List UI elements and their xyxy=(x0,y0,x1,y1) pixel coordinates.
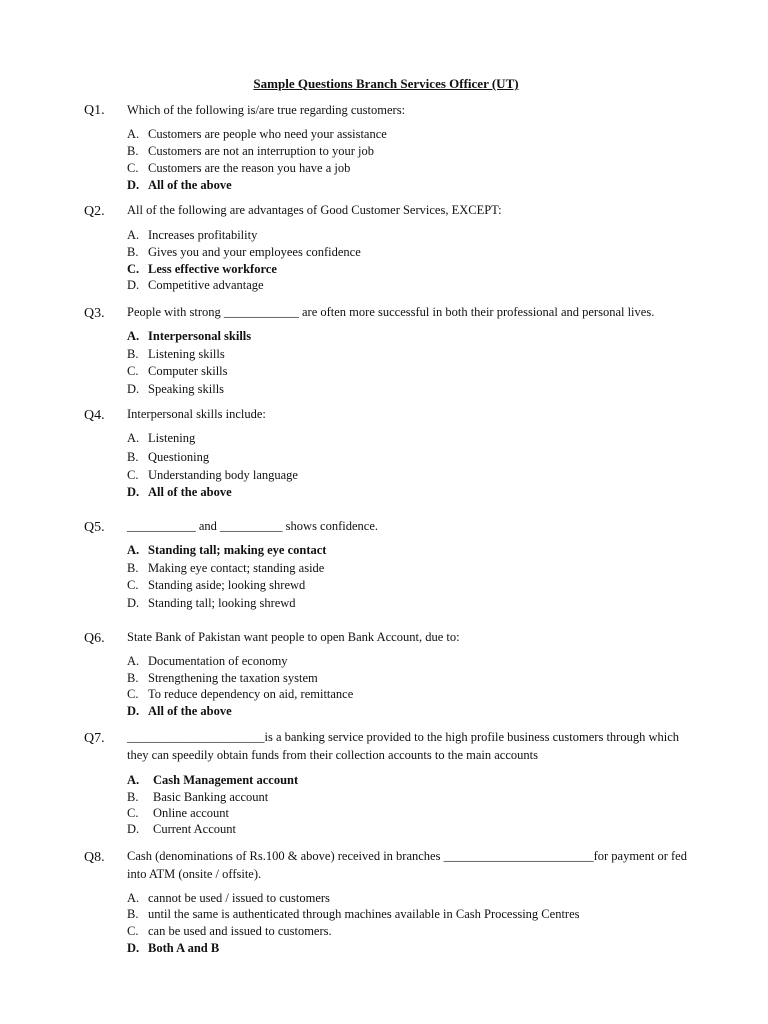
option-text: Competitive advantage xyxy=(148,278,264,292)
option-b xyxy=(127,906,580,923)
option-text: Customers are the reason you have a job xyxy=(148,161,351,175)
option-text: All of the above xyxy=(148,704,232,718)
option-a xyxy=(127,126,387,143)
option-text: Increases profitability xyxy=(148,228,258,242)
option-text: can be used and issued to customers. xyxy=(148,924,332,938)
option-a xyxy=(127,890,330,907)
option-letter: C. xyxy=(127,262,140,276)
option-letter: B. xyxy=(127,790,139,804)
option-letter: C. xyxy=(127,161,139,175)
option-letter: B. xyxy=(127,245,139,259)
option-text: Interpersonal skills xyxy=(148,329,252,343)
option-a xyxy=(127,227,257,244)
option-b xyxy=(127,560,324,577)
question-number: Q3. xyxy=(84,306,105,321)
question-text: All of the following are advantages of Good Customer Services, EXCEPT: xyxy=(127,203,502,217)
option-letter: B. xyxy=(127,450,139,464)
option-text: Documentation of economy xyxy=(148,654,288,668)
option-a xyxy=(127,430,195,447)
question-number: Q6. xyxy=(84,631,105,646)
option-letter: D. xyxy=(127,596,140,610)
question-text: Cash (denominations of Rs.100 & above) received in branches ________________________for payment or fed into ATM (onsite / offsite). xyxy=(127,849,687,881)
option-letter: D. xyxy=(127,485,140,499)
option-letter: A. xyxy=(127,431,140,445)
option-d xyxy=(127,484,232,501)
option-text: Customers are people who need your assistance xyxy=(148,127,387,141)
option-text: Standing tall; making eye contact xyxy=(148,543,327,557)
option-d xyxy=(127,277,264,294)
option-b xyxy=(127,244,361,261)
option-letter: B. xyxy=(127,907,139,921)
option-letter: B. xyxy=(127,561,139,575)
option-text: Standing aside; looking shrewd xyxy=(148,578,306,592)
option-letter: D. xyxy=(127,704,140,718)
question-text: State Bank of Pakistan want people to open Bank Account, due to: xyxy=(127,630,460,644)
option-c xyxy=(127,160,350,177)
option-d xyxy=(127,821,236,838)
question-text: Which of the following is/are true regarding customers: xyxy=(127,103,406,117)
option-letter: D. xyxy=(127,941,140,955)
option-letter: A. xyxy=(127,329,140,343)
question-number: Q8. xyxy=(84,850,105,865)
option-letter: C. xyxy=(127,364,139,378)
option-c xyxy=(127,923,332,940)
option-letter: C. xyxy=(127,687,139,701)
option-text: Both A and B xyxy=(148,941,220,955)
option-c xyxy=(127,467,298,484)
option-text: Listening skills xyxy=(148,347,225,361)
option-d xyxy=(127,595,296,612)
option-a xyxy=(127,328,251,345)
option-text: Standing tall; looking shrewd xyxy=(148,596,296,610)
option-letter: B. xyxy=(127,347,139,361)
question-number: Q5. xyxy=(84,520,105,535)
option-letter: D. xyxy=(127,382,140,396)
question-text: Interpersonal skills include: xyxy=(127,407,266,421)
question-number: Q4. xyxy=(84,408,105,423)
option-c xyxy=(127,686,353,703)
option-letter: A. xyxy=(127,543,140,557)
option-b xyxy=(127,789,268,806)
option-letter: D. xyxy=(127,822,140,836)
option-text: Less effective workforce xyxy=(148,262,277,276)
question-number: Q1. xyxy=(84,103,105,118)
question-text: ______________________is a banking service provided to the high profile business customers through which they can speedily obtain funds from their collection accounts to the main accounts xyxy=(127,730,680,762)
option-letter: D. xyxy=(127,178,140,192)
option-text: Customers are not an interruption to your job xyxy=(148,144,375,158)
option-b xyxy=(127,143,374,160)
option-d xyxy=(127,177,232,194)
option-text: Online account xyxy=(153,806,230,820)
page-title: Sample Questions Branch Services Officer (UT) xyxy=(253,76,519,91)
option-a xyxy=(127,542,326,559)
option-text: Cash Management account xyxy=(153,773,299,787)
option-text: All of the above xyxy=(148,178,232,192)
question-number: Q2. xyxy=(84,204,105,219)
option-text: until the same is authenticated through machines available in Cash Processing Centres xyxy=(148,907,580,921)
option-text: Computer skills xyxy=(148,364,228,378)
option-text: All of the above xyxy=(148,485,232,499)
question-text: ___________ and __________ shows confidence. xyxy=(127,519,379,533)
option-letter: C. xyxy=(127,924,139,938)
option-text: Understanding body language xyxy=(148,468,298,482)
option-text: Making eye contact; standing aside xyxy=(148,561,325,575)
option-text: Current Account xyxy=(153,822,236,836)
option-text: Questioning xyxy=(148,450,210,464)
option-letter: A. xyxy=(127,127,140,141)
option-a xyxy=(127,653,288,670)
option-b xyxy=(127,346,225,363)
question-number: Q7. xyxy=(84,731,105,746)
option-d xyxy=(127,703,232,720)
option-letter: D. xyxy=(127,278,140,292)
option-c xyxy=(127,577,305,594)
option-letter: B. xyxy=(127,671,139,685)
option-text: Listening xyxy=(148,431,196,445)
option-d xyxy=(127,940,219,957)
option-letter: A. xyxy=(127,654,140,668)
question-text: People with strong ____________ are often more successful in both their professional and personal lives. xyxy=(127,305,655,319)
option-c xyxy=(127,261,277,278)
option-letter: C. xyxy=(127,806,139,820)
option-b xyxy=(127,670,318,687)
option-text: cannot be used / issued to customers xyxy=(148,891,330,905)
option-d xyxy=(127,381,224,398)
option-text: To reduce dependency on aid, remittance xyxy=(148,687,354,701)
option-c xyxy=(127,363,228,380)
option-b xyxy=(127,449,209,466)
option-letter: C. xyxy=(127,468,139,482)
option-text: Gives you and your employees confidence xyxy=(148,245,361,259)
option-letter: C. xyxy=(127,578,139,592)
option-letter: A. xyxy=(127,228,140,242)
option-c xyxy=(127,805,229,822)
option-a xyxy=(127,772,298,789)
option-text: Speaking skills xyxy=(148,382,225,396)
option-text: Basic Banking account xyxy=(153,790,269,804)
option-letter: A. xyxy=(127,891,140,905)
option-letter: B. xyxy=(127,144,139,158)
option-text: Strengthening the taxation system xyxy=(148,671,318,685)
option-letter: A. xyxy=(127,773,140,787)
